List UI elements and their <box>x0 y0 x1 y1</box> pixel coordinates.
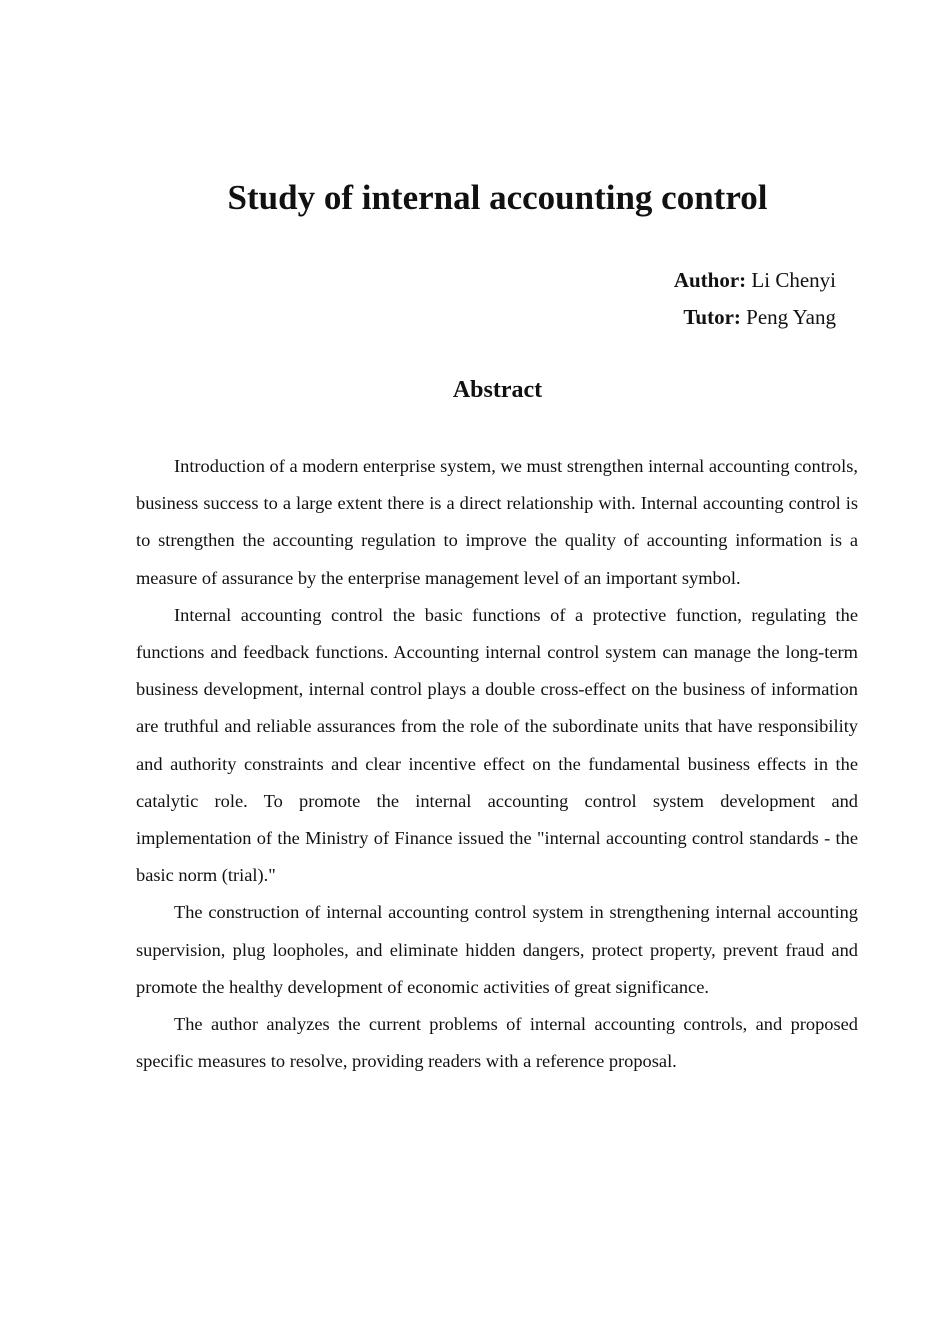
author-label: Author: <box>673 268 747 292</box>
abstract-paragraph: Introduction of a modern enterprise system, we must strengthen internal accounting controls, business success to a large extent there is a direct relationship with. Internal accounting control is to strengthen the accounting regulation to improve the quality of accounting information is a measure of assurance by the enterprise management level of an important symbol. <box>136 456 858 588</box>
abstract-body <box>136 448 858 1080</box>
tutor-line <box>674 299 836 336</box>
author-line <box>674 262 836 299</box>
abstract-heading: Abstract <box>452 377 543 403</box>
abstract-paragraph: The author analyzes the current problems of internal accounting controls, and proposed specific measures to resolve, providing readers with a reference proposal. <box>136 1014 858 1072</box>
abstract-paragraph: Internal accounting control the basic functions of a protective function, regulating the functions and feedback functions. Accounting internal control system can manage the long-term business development, internal control plays a double cross-effect on the business of information are truthful and reliable assurances from the role of the subordinate units that have responsibility and authority constraints and clear incentive effect on the fundamental business effects in the catalytic role. To promote the internal accounting control system development and implementation of the Ministry of Finance issued the "internal accounting control standards - the basic norm (trial)." <box>136 604 858 886</box>
author-name: Li Chenyi <box>751 268 836 292</box>
tutor-name: Peng Yang <box>746 305 836 329</box>
document-title: Study of internal accounting control <box>227 178 768 217</box>
abstract-paragraph: The construction of internal accounting control system in strengthening internal accounting supervision, plug loopholes, and eliminate hidden dangers, protect property, prevent fraud and promote the healthy development of economic activities of great significance. <box>136 902 858 997</box>
tutor-label: Tutor: <box>683 305 741 329</box>
author-info <box>674 262 836 336</box>
